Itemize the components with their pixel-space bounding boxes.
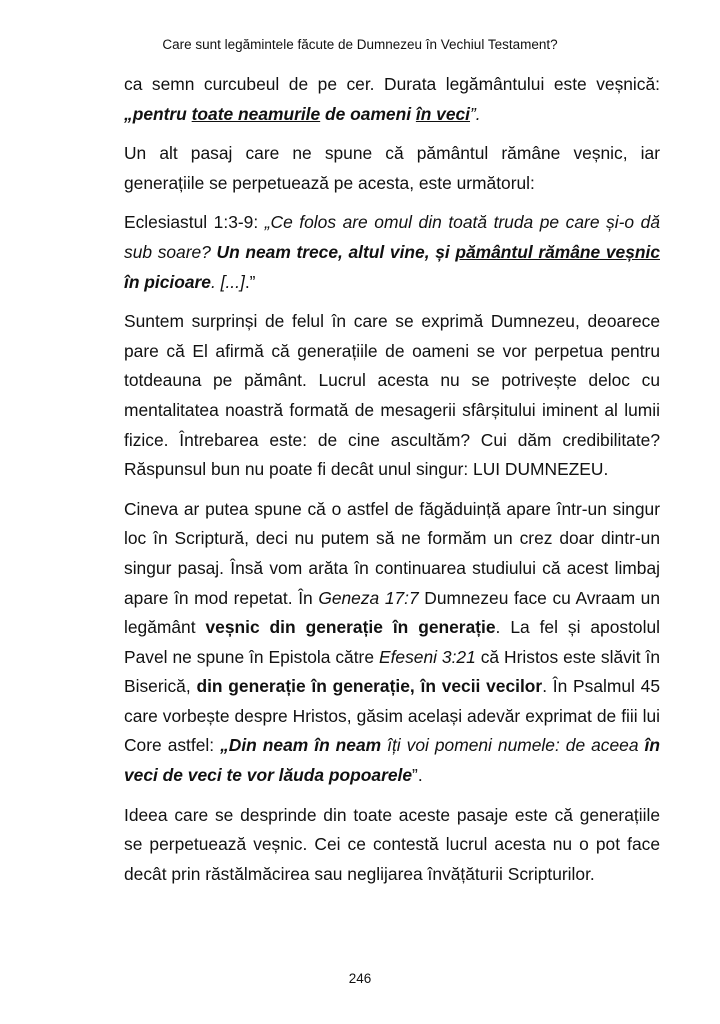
text-run: ”. [470, 103, 481, 124]
text-run: .” [244, 271, 256, 292]
text-run: Cineva ar putea spune că o astfel de făgăduință apare într-un singur loc în Scriptură, deci nu putem să ne formăm un crez doar dintr-un singur pasaj. Însă vom arăta în continuarea studiului că acest limbaj apare în mod repetat. În [124, 498, 660, 608]
page-body [124, 70, 660, 899]
text-run: pământul rămâne veșnic [455, 241, 660, 262]
text-run: „pentru [124, 103, 192, 124]
text-run: Geneza 17:7 [318, 587, 419, 608]
text-run: „Din neam în neam [220, 735, 382, 756]
text-run: Eclesiastul 1:3-9: [124, 212, 265, 233]
paragraph [124, 70, 660, 129]
text-run: „Ce folos are omul din toată truda pe care și-o dă sub soare? [124, 212, 660, 262]
text-run: din generație în generație, în vecii vecilor [196, 676, 543, 697]
text-run: în veci de veci te vor lăuda popoarele [124, 735, 660, 786]
text-run: . La fel și apostolul Pavel ne spune în Epistola către [124, 617, 660, 667]
text-run: toate neamurile [191, 103, 321, 124]
text-run: îți voi pomeni numele: de aceea [381, 735, 645, 756]
text-run: în picioare [124, 271, 211, 292]
text-run: Suntem surprinși de felul în care se exprimă Dumnezeu, deoarece pare că El afirmă că generațiile de oameni se vor perpetua pentru totdeauna pe pământ. Lucrul acesta nu se potrivește deloc cu mentalitatea noastră formată de mesagerii sfârșitului iminent al lumii fizice. Întrebarea este: de cine ascultăm? Cui dăm credibilitate? Răspunsul bun nu poate fi decât unul singur: LUI DUMNEZEU. [124, 311, 660, 480]
text-run: Ideea care se desprinde din toate aceste pasaje este că generațiile se perpetuează veșnic. Cei ce contestă lucrul acesta nu o pot face decât prin răstălmăcirea sau neglijarea învățăturii Scripturilor. [124, 804, 660, 884]
text-run: Un neam trece, altul vine, și [216, 241, 456, 262]
text-run: Efeseni 3:21 [378, 646, 476, 667]
text-run: ”. [412, 765, 423, 786]
paragraph [124, 307, 660, 485]
text-run: Dumnezeu face cu Avraam un legământ [124, 587, 661, 638]
text-run: . În Psalmul 45 care vorbește despre Hristos, găsim același adevăr exprimat de fiii lui Core astfel: [124, 676, 660, 756]
text-run: în veci [415, 103, 471, 124]
paragraph [124, 208, 660, 297]
paragraph [124, 139, 660, 198]
text-run: ca semn curcubeul de pe cer. Durata legământului este veșnică: [124, 74, 660, 94]
running-header: Care sunt legămintele făcute de Dumnezeu în Vechiul Testament? [162, 37, 558, 52]
text-run: Un alt pasaj care ne spune că pământul rămâne veșnic, iar generațiile se perpetuează pe acesta, este următorul: [124, 143, 660, 193]
paragraph [124, 495, 660, 791]
text-run: de oameni [320, 103, 416, 124]
text-run: . [...] [210, 271, 245, 292]
text-run: că Hristos este slăvit în Biserică, [124, 646, 660, 697]
paragraph [124, 801, 660, 890]
page-number: 246 [348, 971, 372, 986]
text-run: veșnic din generație în generație [205, 617, 496, 638]
